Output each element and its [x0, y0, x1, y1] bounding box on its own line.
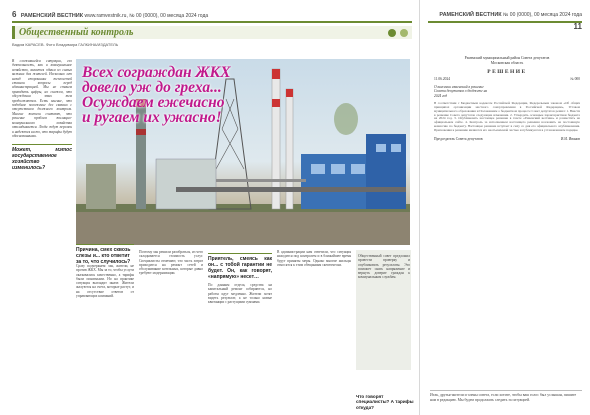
- article-column-2: [139, 250, 203, 408]
- side-question: Причина, смех сквозь слезы и... кто ответит за то, что случилось?: [76, 244, 134, 265]
- headline-line: Осуждаем ежечасно: [82, 94, 225, 111]
- lead-column: [12, 59, 72, 409]
- official-decree: [434, 56, 580, 141]
- lead-question: Может, мэтос государственное хозяйство изменилось?: [12, 144, 72, 171]
- decree-org-line: Московская область: [490, 60, 524, 65]
- left-issue-info: www.ramvestnik.ru, № 00 (0000), 00 месяца 2024 года: [84, 13, 209, 19]
- decree-header: О внесении изменений в решение Совета депутатов о бюджете на 2024 год: [434, 85, 488, 98]
- side-question-2: Что говорят специалисты? А тарифы откуда?: [356, 394, 414, 410]
- decree-signature: [434, 137, 580, 141]
- article-column-1: [76, 264, 134, 408]
- column-text: В администрации нам ответили, что ситуация находится под контролем и в ближайшее время будут приняты меры. Однако многие жильцы относятся к этим обещаниям скептически.: [277, 250, 351, 267]
- byline: Вадим КАРАСЕВ. Фото Владимира ГАЛКИНА/ИЗДАТЕЛЬ: [12, 42, 119, 47]
- column-text: По данным отдела, средства на капитальный ремонт собираются, но работы идут медленно. Жители хотят видеть результат, а не только новые квитанции с растущими суммами.: [208, 283, 272, 305]
- left-running-header: [12, 9, 412, 23]
- column-text: Сразу подчеркнем: мы, жители, не против ЖКХ. Мы за то, чтобы услуги оказывались качественно, а тарифы были понятными. Но на практике ситуация выглядит иначе. Жители жалуются на счета, которые растут, и на отсутствие ответов от управляющих компаний.: [76, 264, 134, 299]
- decree-meta: [434, 77, 580, 81]
- right-running-header: [428, 9, 582, 31]
- article-column-4: [277, 250, 351, 408]
- decree-org: [434, 56, 580, 65]
- article-column-5: [358, 254, 410, 370]
- column-text: Поэтому мы решили разобраться, из чего складывается стоимость услуг. Специалисты отмечают, что часть затрат приходится на ремонт сетей и обслуживание котельных, которые давно требуют модернизации.: [139, 250, 203, 276]
- signature-name: И.И. Иванов: [560, 137, 580, 142]
- article-photo: [76, 59, 410, 245]
- pull-quote: Приятель, смеясь как он... с тобой гарантии не будет. Он, как говорят, «напрямую» несет…: [208, 253, 272, 280]
- decree-title: РЕШЕНИЕ: [487, 69, 527, 76]
- decree-body: В соответствии с Бюджетным кодексом Российской Федерации, Федеральным законом «Об общих принципах организации местного самоуправления в Российской Федерации», Уставом муниципального образования и Положением о бюджетном процессе Совет депутатов решил: 1. Внести в решение Совета депутатов следующие изменения. 2. Утвердить основные характеристики бюджета на 2024 год. 3. Опубликовать настоящее решение в газете «Раменский вестник» и разместить на официальном сайте. 4. Контроль за исполнением настоящего решения возложить на постоянную комиссию по бюджету. Настоящее решение вступает в силу со дня его официального опубликования. Приложения к решению являются его неотъемлемой частью и публикуются в установленном порядке.: [434, 100, 580, 133]
- signature-role: Председатель Совета депутатов: [434, 137, 483, 142]
- column-text: Общественный совет предложил провести проверку и опубликовать результаты. Это поможет снять напряжение и вернуть доверие граждан к коммунальным службам.: [358, 254, 410, 280]
- left-publication-name: РАМЕНСКИЙ ВЕСТНИК: [20, 13, 84, 19]
- dot-icon: [388, 29, 396, 37]
- headline: [82, 65, 332, 125]
- left-page-number: 6: [12, 10, 17, 19]
- footnote: Итак, друзья-жители и члены совета, если хотите, чтобы ваш голос был услышан, пишите нам в редакцию. Мы будем продолжать следить за ситуацией.: [430, 390, 582, 413]
- article-column-3: [208, 250, 272, 408]
- headline-line: и ругаем их ужасно!: [82, 109, 222, 126]
- headline-line: довело уж до греха...: [82, 79, 222, 96]
- right-issue-info: № 00 (0000), 00 месяца 2024 года: [503, 12, 582, 18]
- decree-org-line: Раменский муниципальный район Совета депутатов: [464, 56, 550, 60]
- section-rubric: [12, 26, 412, 39]
- right-publication-name: РАМЕНСКИЙ ВЕСТНИК: [439, 12, 502, 18]
- dot-icon: [400, 29, 408, 37]
- rubric-decoration: [386, 28, 409, 41]
- headline-line: Всех сограждан ЖКХ: [82, 64, 231, 81]
- right-page-number: 11: [573, 22, 582, 31]
- rubric-label: Общественный контроль: [19, 27, 134, 38]
- decree-date: 11.06.2024: [434, 77, 451, 82]
- decree-number: № 000: [570, 77, 580, 82]
- lead-text: В сложившейся ситуации, его деятельность, как и коммунальное хозяйство, является одним из самых важных для жителей. Несколько лет назад сторонники теплосетей ставили вопросы перед администрацией. Мы не станем приводить цифры, но скажем, что обсуждения этих тем продолжаются. Есть мнение, что подобное положение дел связано с отсутствием должного контроля. Многие жители считают, что решение проблем жилищно-коммунального хозяйства откладывается. Люди ждут перемен и надеются на то, что тарифы будут обоснованными.: [12, 59, 72, 138]
